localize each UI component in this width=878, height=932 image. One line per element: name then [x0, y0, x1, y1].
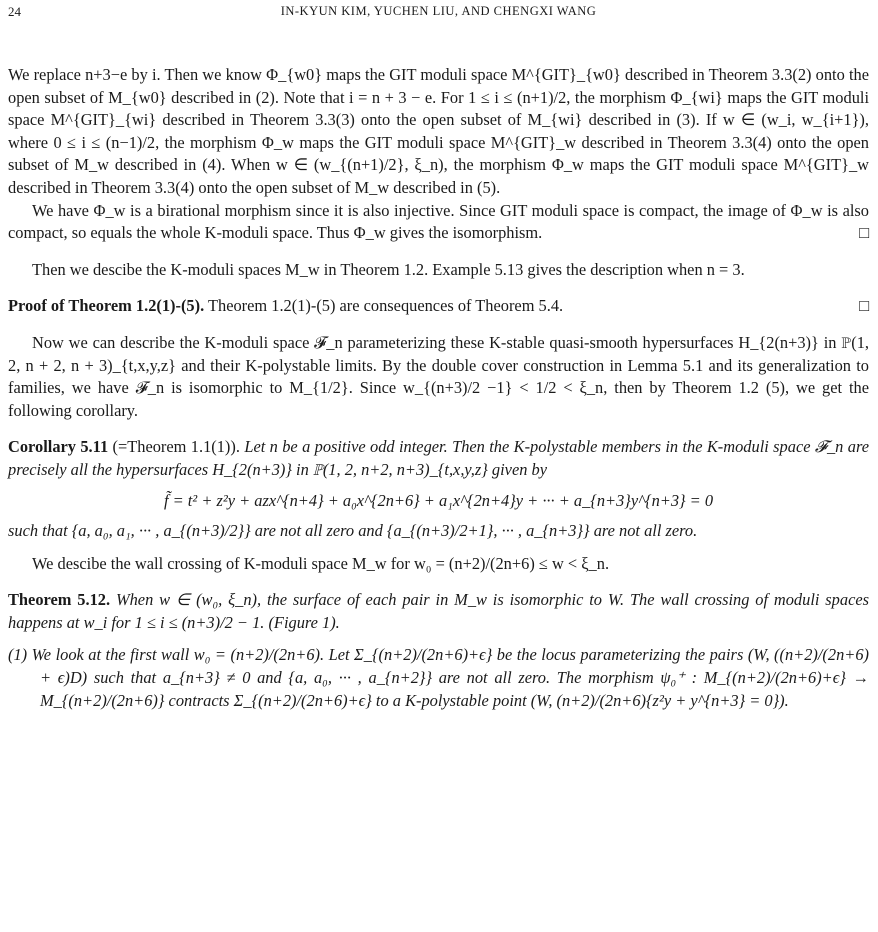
- paragraph-5: We descibe the wall crossing of K-moduli space M_w for w₀ = (n+2)/(2n+6) ≤ w < ξ_n.: [32, 553, 610, 573]
- corollary-after-text: such that {a, a₀, a₁, ··· , a_{(n+3)/2}} are not all zero and {a_{(n+3)/2+1}, ··· , a_{n+3}} are not all zero.: [8, 521, 698, 541]
- page-header: [8, 4, 869, 24]
- page-number: 24: [8, 4, 21, 19]
- theorem-text: When w ∈ (w₀, ξ_n), the surface of each pair in M_w is isomorphic to W. The wall crossing of moduli spaces happens at w_i for 1 ≤ i ≤ (n+3)/2 − 1. (Figure 1).: [8, 590, 869, 632]
- proof-label: Proof of Theorem 1.2(1)-(5).: [8, 296, 205, 316]
- corollary-after: [8, 520, 869, 543]
- corollary-block: [8, 436, 869, 481]
- theorem-item-1: [8, 644, 869, 712]
- page-body: [8, 64, 869, 712]
- proof-block: [8, 295, 869, 318]
- running-title: IN-KYUN KIM, YUCHEN LIU, AND CHENGXI WANG: [280, 4, 597, 18]
- corollary-formula: f̃ = t² + z²y + azx^{n+4} + a₀x^{2n+6} + a₁x^{2n+4}y + ··· + a_{n+3}y^{n+3} = 0: [163, 490, 714, 510]
- corollary-ref: (=Theorem 1.1(1)).: [112, 437, 240, 457]
- theorem-label: Theorem 5.12.: [8, 590, 111, 610]
- theorem-item-1-text: (1) We look at the first wall w₀ = (n+2)/(2n+6). Let Σ_{(n+2)/(2n+6)+ϵ} be the locus parameterizing the pairs (W, ((n+2)/(2n+6) + ϵ)D) such that a_{n+3} ≠ 0 and {a, a₀, ··· , a_{n+2}} are not all zero. The morphism ψ₀⁺ : M_{(n+2)/(2n+6)+ϵ} → M_{(n+2)/(2n+6)} contracts Σ_{(n+2)/(2n+6)+ϵ} to a K-polystable point (W, (n+2)/(2n+6){z²y + y^{n+3} = 0}).: [8, 645, 869, 710]
- proof-text: Theorem 1.2(1)-(5) are consequences of Theorem 5.4.: [208, 296, 564, 316]
- paragraph-2-text: We have Φ_w is a birational morphism since it is also injective. Since GIT moduli space is compact, the image of Φ_w is also compact, so equals the whole K-moduli space. Thus Φ_w gives the isomorphism.: [8, 200, 869, 243]
- qed-symbol: □: [859, 223, 869, 243]
- corollary-label: Corollary 5.11: [8, 437, 109, 457]
- paragraph-3: Then we descibe the K-moduli spaces M_w in Theorem 1.2. Example 5.13 gives the description when n = 3.: [32, 259, 745, 279]
- proof-qed-symbol: □: [859, 296, 869, 316]
- paragraph-2: [8, 200, 869, 245]
- paragraph-4: Now we can describe the K-moduli space 𝓕_n parameterizing these K-stable quasi-smooth hypersurfaces H_{2(n+3)} in ℙ(1, 2, n + 2, n + 3)_{t,x,y,z} and their K-polystable limits. By the double cover construction in Lemma 5.1 and its generalization to families, we have 𝓕_n is isomorphic to M_{1/2}. Since w_{(n+3)/2 −1} < 1/2 < ξ_n, then by Theorem 1.2 (5), we get the following corollary.: [8, 332, 869, 420]
- paragraph-1: We replace n+3−e by i. Then we know Φ_{w0} maps the GIT moduli space M^{GIT}_{w0} described in Theorem 3.3(2) onto the open subset of M_{w0} described in (2). Note that i = n + 3 − e. For 1 ≤ i ≤ (n+1)/2, the morphism Φ_{wi} maps the GIT moduli space M^{GIT}_{wi} described in Theorem 3.3(3) onto the open subset of M_{wi} described in (3). If w ∈ (w_i, w_{i+1}), where 0 ≤ i ≤ (n−1)/2, the morphism Φ_w maps the GIT moduli space M^{GIT}_w described in Theorem 3.3(4) onto the open subset of M_w described in (4). When w ∈ (w_{(n+1)/2}, ξ_n), the morphism Φ_w maps the GIT moduli space M^{GIT}_w described in Theorem 3.3(4) onto the open subset of M_w described in (5).: [8, 65, 869, 197]
- corollary-text: Let n be a positive odd integer. Then the K-polystable members in the K-moduli space 𝓕_n are precisely all the hypersurfaces H_{2(n+3)} in ℙ(1, 2, n+2, n+3)_{t,x,y,z} given by: [8, 437, 869, 479]
- theorem-block: [8, 589, 869, 634]
